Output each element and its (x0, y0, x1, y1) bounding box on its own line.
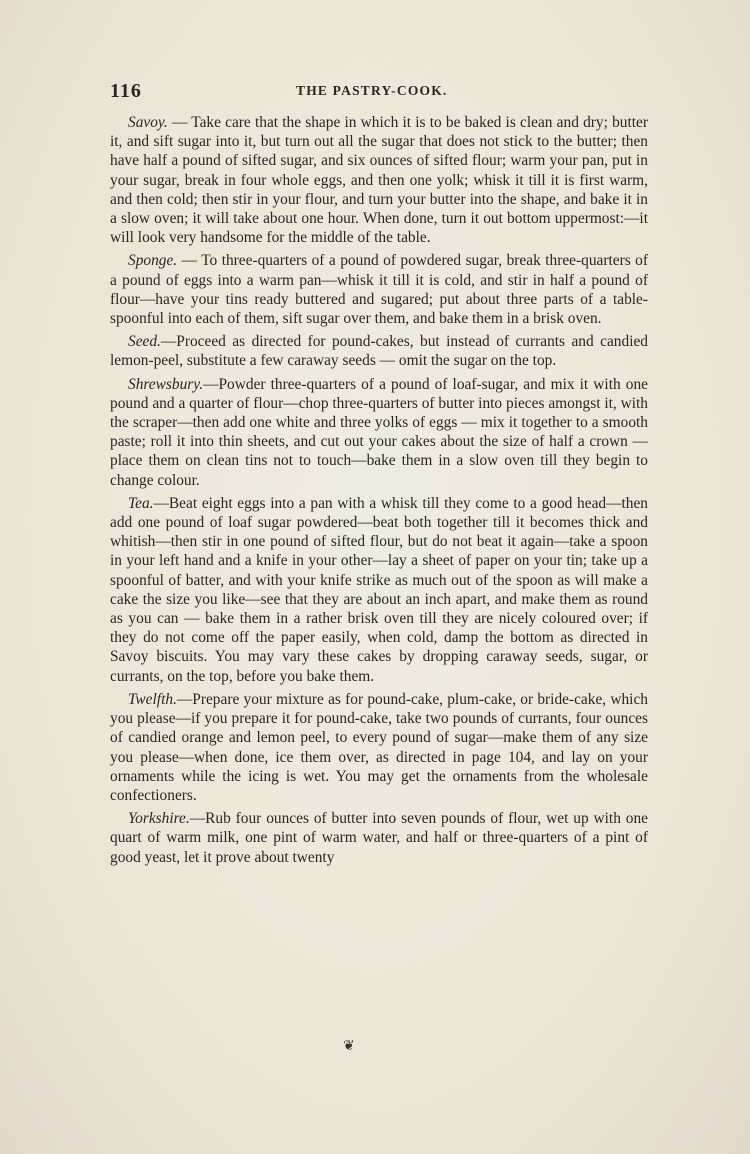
entry-sponge (110, 251, 648, 328)
fleuron-ornament-icon: ❦ (343, 1039, 355, 1054)
entry-title: Shrewsbury. (128, 375, 204, 393)
entry-text: —Prepare your mixture as for pound-cake, plum-cake, or bride-cake, which you please—if you prepare it for pound-cake, take two pounds of currants, four ounces of candied orange and lemon peel, to every pound of sugar—make them of any size you please—when done, ice them over, as directed in page 104, and lay on your ornaments while the icing is wet. You may get the ornaments from the wholesale confectioners. (110, 690, 648, 804)
entry-title: Yorkshire. (128, 810, 190, 828)
entry-text: —Rub four ounces of butter into seven pounds of flour, wet up with one quart of warm milk, one pint of warm water, and half or three-quarters of a pint of good yeast, let it prove about twenty (110, 810, 648, 866)
running-head: THE PASTRY-COOK. (296, 83, 448, 98)
entry-text: — Take care that the shape in which it is to be baked is clean and dry; butter it, and sift sugar into it, but turn out all the sugar that does not stick to the butter; then have half a pound of sifted sugar, and six ounces of sifted flour; warm your pan, put in your sugar, break in four whole eggs, and then one yolk; whisk it till it is first warm, and then cold; then stir in your flour, and turn your butter into the shape, and bake it in a slow oven; it will take about one hour. When done, turn it out bottom uppermost:—it will look very handsome for the middle of the table. (110, 114, 648, 247)
entry-yorkshire (110, 809, 648, 867)
entry-shrewsbury (110, 375, 648, 490)
page-number: 116 (110, 80, 142, 102)
entry-twelfth (110, 690, 648, 805)
entry-tea (110, 494, 648, 686)
entry-text: —Proceed as directed for pound-cakes, but instead of currants and candied lemon-peel, substitute a few caraway seeds — omit the sugar on the top. (110, 333, 648, 370)
entry-savoy (110, 113, 648, 247)
entry-title: Seed. (128, 333, 161, 351)
entry-text: —Powder three-quarters of a pound of loaf-sugar, and mix it with one pound and a quarter of flour—chop three-quarters of butter into pieces amongst it, with the scraper—then add one white and three yolks of eggs — mix it together to a smooth paste; roll it into thin sheets, and cut out your cakes about the size of half a crown —place them on clean tins not to touch—bake them in a slow oven till they begin to change colour. (110, 375, 648, 489)
entry-seed (110, 332, 648, 370)
entry-title: Savoy. (128, 114, 168, 131)
entry-text: —Beat eight eggs into a pan with a whisk till they come to a good head—then add one pound of loaf sugar powdered—beat both together till it becomes thick and whitish—then stir in one pound of sifted flour, but do not beat it again—take a spoon in your left hand and a knife in your other—lay a sheet of paper on your tin; take up a spoonful of batter, and with your knife strike as much out of the spoon as will make a cake the size you like—see that they are about an inch apart, and make them as round as you can — bake them in a rather brisk oven till they are nicely coloured over; if they do not come off the paper easily, when cold, damp the bottom as directed in Savoy biscuits. You may vary these cakes by dropping caraway seeds, sugar, or currants, on the top, before you bake them. (110, 494, 648, 685)
entry-title: Sponge. (128, 252, 178, 270)
entry-text: — To three-quarters of a pound of powdered sugar, break three-quarters of a pound of eggs into a warm pan—whisk it till it is cold, and stir in half a pound of flour—have your tins ready buttered and sugared; put about three parts of a table-spoonful into each of them, sift sugar over them, and bake them in a brisk oven. (110, 252, 648, 328)
entry-title: Twelfth. (128, 690, 177, 708)
page-header (110, 80, 648, 102)
entry-title: Tea. (128, 494, 154, 512)
recipe-text (110, 113, 648, 871)
